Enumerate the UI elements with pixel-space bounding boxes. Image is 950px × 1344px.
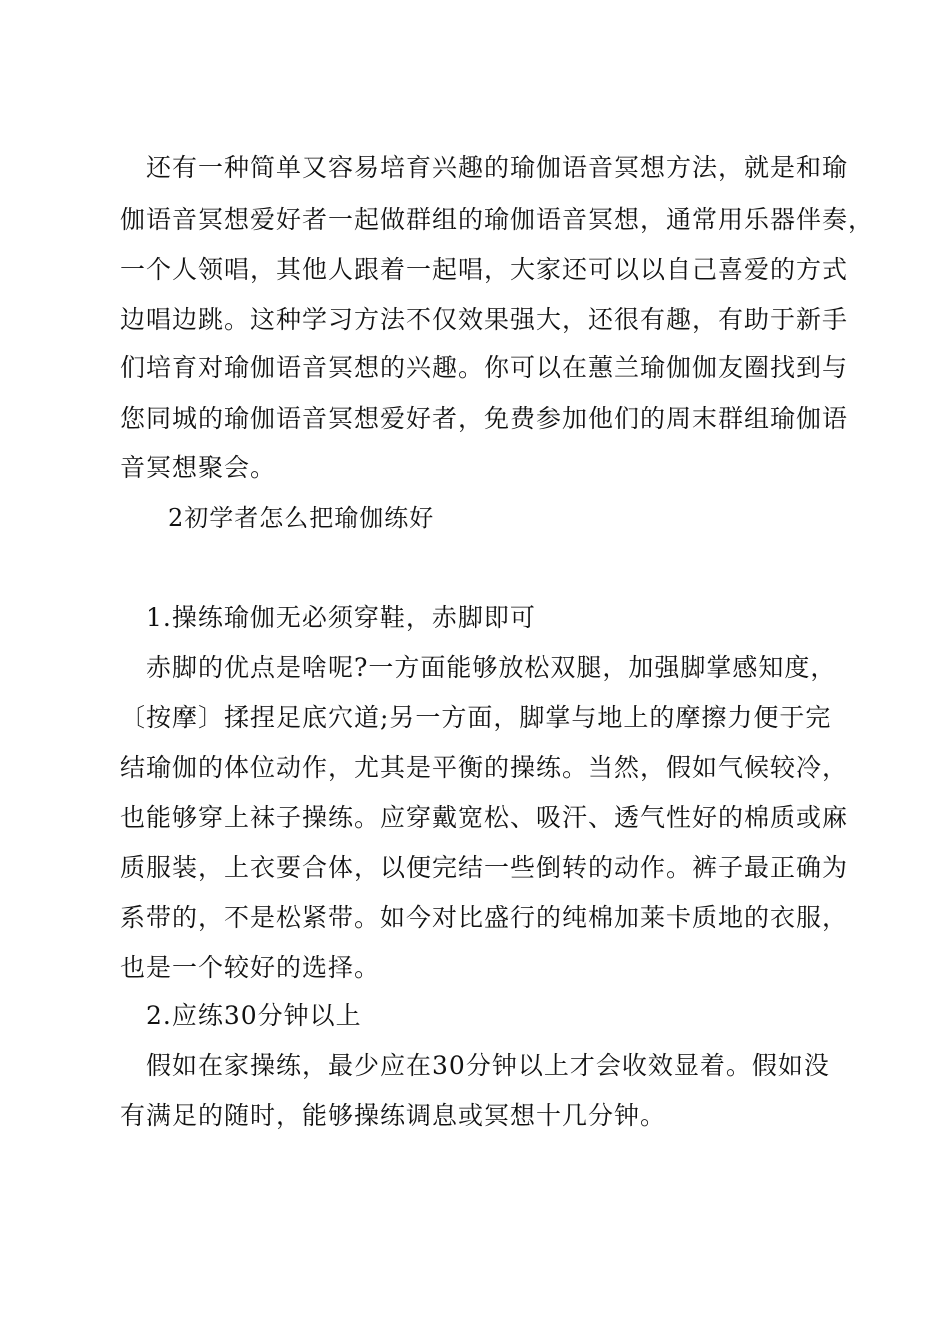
paragraph-line: 赤脚的优点是啥呢?一方面能够放松双腿，加强脚掌感知度， bbox=[120, 653, 837, 682]
item-title: 1.操练瑜伽无必须穿鞋，赤脚即可 bbox=[146, 603, 536, 632]
paragraph-line: 也是一个较好的选择。 bbox=[120, 953, 381, 982]
paragraph-line: 还有一种简单又容易培育兴趣的瑜伽语音冥想方法，就是和瑜 bbox=[120, 153, 849, 182]
paragraph-line: 系带的，不是松紧带。如今对比盛行的纯棉加莱卡质地的衣服， bbox=[120, 903, 849, 932]
item-title: 2.应练30分钟以上 bbox=[146, 1001, 362, 1030]
paragraph-line: 也能够穿上袜子操练。应穿戴宽松、吸汗、透气性好的棉质或麻 bbox=[120, 803, 849, 832]
paragraph-line: 结瑜伽的体位动作，尤其是平衡的操练。当然，假如气候较冷， bbox=[120, 753, 849, 782]
paragraph-line: 边唱边跳。这种学习方法不仅效果强大，还很有趣，有助于新手 bbox=[120, 305, 849, 334]
paragraph-line: 伽语音冥想爱好者一起做群组的瑜伽语音冥想，通常用乐器伴奏， bbox=[120, 205, 875, 234]
section-heading: 2初学者怎么把瑜伽练好 bbox=[168, 504, 435, 532]
paragraph-line: 〔按摩〕揉捏足底穴道;另一方面，脚掌与地上的摩擦力便于完 bbox=[120, 703, 832, 732]
paragraph-line: 假如在家操练，最少应在30分钟以上才会收效显着。假如没 bbox=[120, 1051, 830, 1080]
paragraph-line: 质服装，上衣要合体，以便完结一些倒转的动作。裤子最正确为 bbox=[120, 853, 849, 882]
paragraph-line: 有满足的随时，能够操练调息或冥想十几分钟。 bbox=[120, 1101, 667, 1130]
paragraph-line: 您同城的瑜伽语音冥想爱好者，免费参加他们的周末群组瑜伽语 bbox=[120, 404, 849, 433]
paragraph-line: 音冥想聚会。 bbox=[120, 453, 277, 482]
paragraph-line: 一个人领唱，其他人跟着一起唱，大家还可以以自己喜爱的方式 bbox=[120, 255, 849, 284]
paragraph-line: 们培育对瑜伽语音冥想的兴趣。你可以在蕙兰瑜伽伽友圈找到与 bbox=[120, 353, 849, 382]
